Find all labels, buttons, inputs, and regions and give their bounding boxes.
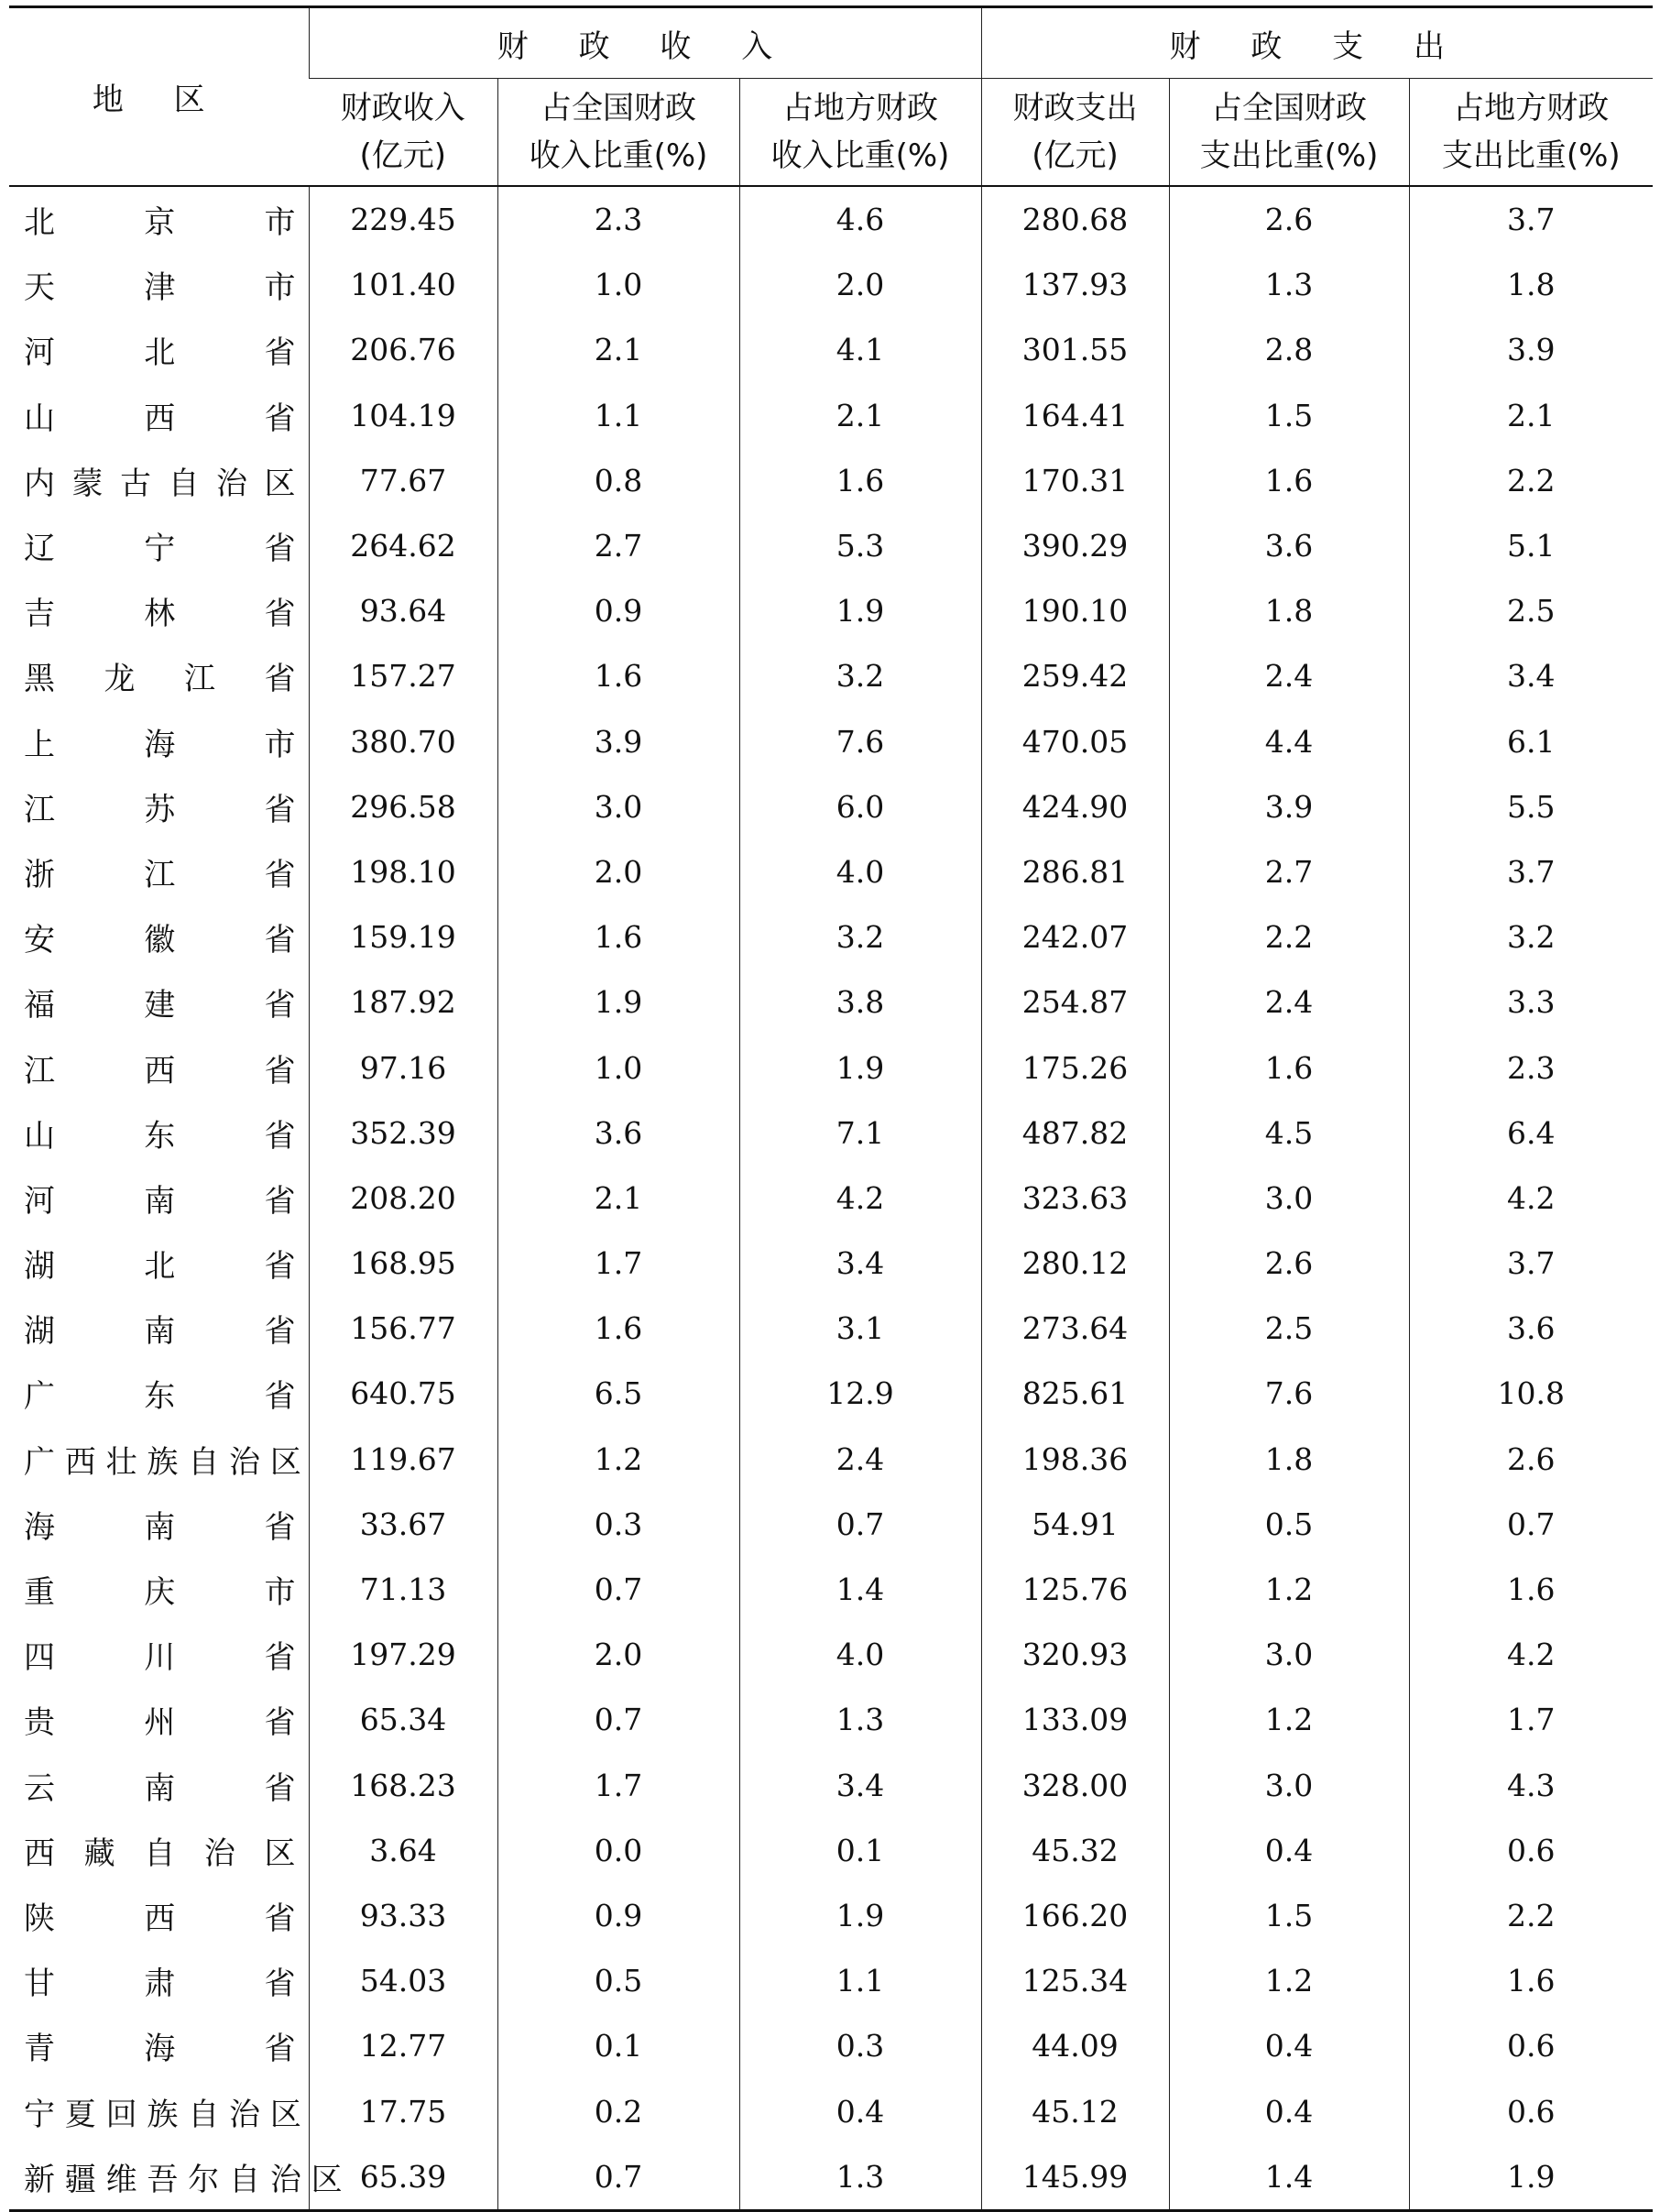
region-cell: 北 京 市 (24, 204, 296, 242)
value-cell: 0.0 (497, 1818, 739, 1883)
value-cell: 0.7 (497, 1687, 739, 1752)
region-cell: 黑 龙 江 省 (24, 661, 296, 698)
value-cell: 4.5 (1169, 1101, 1409, 1166)
value-cell: 0.9 (497, 578, 739, 643)
value-cell: 190.10 (981, 578, 1169, 643)
table-row (9, 969, 1653, 1035)
value-cell: 286.81 (981, 839, 1169, 904)
value-cell: 0.4 (1169, 1818, 1409, 1883)
region-cell: 河 北 省 (24, 334, 296, 372)
value-cell: 1.2 (497, 1427, 739, 1492)
table-row (9, 1753, 1653, 1818)
value-cell: 4.6 (739, 186, 981, 252)
column-header-line1: 占全国财政 (541, 90, 696, 126)
value-cell: 3.6 (1169, 513, 1409, 578)
value-cell: 97.16 (309, 1035, 497, 1100)
table-header (9, 7, 1653, 187)
value-cell: 4.1 (739, 317, 981, 382)
value-cell: 1.9 (739, 1883, 981, 1948)
table-row (9, 1101, 1653, 1166)
value-cell: 164.41 (981, 383, 1169, 448)
value-cell: 328.00 (981, 1753, 1169, 1818)
value-cell: 3.2 (1409, 904, 1653, 969)
table-row (9, 1557, 1653, 1622)
value-cell: 12.77 (309, 2013, 497, 2078)
column-header-line2: 收入比重(%) (529, 137, 708, 174)
table-row (9, 383, 1653, 448)
value-cell: 3.4 (1409, 643, 1653, 708)
value-cell: 0.6 (1409, 2078, 1653, 2143)
column-header-line2: (亿元) (1032, 137, 1119, 174)
value-cell: 3.0 (1169, 1622, 1409, 1687)
value-cell: 159.19 (309, 904, 497, 969)
value-cell: 2.1 (497, 1166, 739, 1231)
value-cell: 17.75 (309, 2078, 497, 2143)
value-cell: 273.64 (981, 1296, 1169, 1361)
table-row (9, 1361, 1653, 1426)
value-cell: 6.4 (1409, 1101, 1653, 1166)
table-row (9, 2013, 1653, 2078)
value-cell: 3.7 (1409, 839, 1653, 904)
value-cell: 0.8 (497, 448, 739, 513)
value-cell: 2.0 (497, 839, 739, 904)
value-cell: 2.7 (1169, 839, 1409, 904)
table-row (9, 1948, 1653, 2013)
value-cell: 6.1 (1409, 709, 1653, 774)
value-cell: 296.58 (309, 774, 497, 839)
column-header (309, 79, 497, 187)
finance-table (9, 5, 1653, 2212)
value-cell: 1.4 (1169, 2144, 1409, 2211)
region-cell: 广 东 省 (24, 1378, 296, 1416)
value-cell: 1.8 (1409, 252, 1653, 317)
value-cell: 12.9 (739, 1361, 981, 1426)
region-cell: 上 海 市 (24, 726, 296, 763)
value-cell: 0.1 (739, 1818, 981, 1883)
value-cell: 168.95 (309, 1231, 497, 1296)
table-row (9, 186, 1653, 252)
value-cell: 71.13 (309, 1557, 497, 1622)
value-cell: 254.87 (981, 969, 1169, 1035)
value-cell: 4.4 (1169, 709, 1409, 774)
value-cell: 3.6 (497, 1101, 739, 1166)
table-row (9, 1296, 1653, 1361)
value-cell: 470.05 (981, 709, 1169, 774)
value-cell: 4.2 (739, 1166, 981, 1231)
table-row (9, 1883, 1653, 1948)
value-cell: 0.7 (497, 1557, 739, 1622)
region-cell: 四 川 省 (24, 1639, 296, 1677)
column-header-line1: 财政收入 (340, 90, 465, 126)
value-cell: 2.2 (1409, 448, 1653, 513)
region-cell: 海 南 省 (24, 1508, 296, 1546)
region-header: 地 区 (9, 7, 309, 187)
table-row (9, 904, 1653, 969)
value-cell: 0.7 (739, 1492, 981, 1557)
value-cell: 2.2 (1169, 904, 1409, 969)
region-cell: 陕 西 省 (24, 1900, 296, 1937)
value-cell: 7.6 (739, 709, 981, 774)
value-cell: 187.92 (309, 969, 497, 1035)
table-row (9, 774, 1653, 839)
value-cell: 0.7 (1409, 1492, 1653, 1557)
value-cell: 5.5 (1409, 774, 1653, 839)
table-row (9, 448, 1653, 513)
value-cell: 3.9 (1169, 774, 1409, 839)
value-cell: 3.6 (1409, 1296, 1653, 1361)
value-cell: 3.64 (309, 1818, 497, 1883)
value-cell: 2.1 (739, 383, 981, 448)
value-cell: 5.3 (739, 513, 981, 578)
column-header-line1: 财政支出 (1012, 90, 1138, 126)
value-cell: 1.4 (739, 1557, 981, 1622)
value-cell: 1.5 (1169, 1883, 1409, 1948)
value-cell: 3.7 (1409, 186, 1653, 252)
value-cell: 280.68 (981, 186, 1169, 252)
value-cell: 3.9 (1409, 317, 1653, 382)
region-cell: 甘 肃 省 (24, 1966, 296, 2003)
value-cell: 259.42 (981, 643, 1169, 708)
value-cell: 45.12 (981, 2078, 1169, 2143)
value-cell: 3.9 (497, 709, 739, 774)
value-cell: 208.20 (309, 1166, 497, 1231)
column-header (739, 79, 981, 187)
value-cell: 1.6 (497, 643, 739, 708)
value-cell: 2.6 (1169, 1231, 1409, 1296)
value-cell: 1.0 (497, 1035, 739, 1100)
table-row (9, 317, 1653, 382)
table-row (9, 1035, 1653, 1100)
value-cell: 93.33 (309, 1883, 497, 1948)
table-row (9, 2078, 1653, 2143)
region-cell: 山 西 省 (24, 400, 296, 437)
column-header-line2: 支出比重(%) (1199, 137, 1379, 174)
value-cell: 242.07 (981, 904, 1169, 969)
value-cell: 1.5 (1169, 383, 1409, 448)
column-header-line1: 占地方财政 (1453, 90, 1610, 126)
value-cell: 168.23 (309, 1753, 497, 1818)
value-cell: 1.8 (1169, 1427, 1409, 1492)
column-header-line2: (亿元) (359, 137, 447, 174)
value-cell: 198.10 (309, 839, 497, 904)
value-cell: 1.0 (497, 252, 739, 317)
value-cell: 323.63 (981, 1166, 1169, 1231)
region-cell: 重 庆 市 (24, 1574, 296, 1612)
value-cell: 280.12 (981, 1231, 1169, 1296)
value-cell: 1.1 (497, 383, 739, 448)
table-row (9, 1492, 1653, 1557)
region-cell: 内 蒙 古 自 治 区 (24, 465, 296, 502)
value-cell: 3.1 (739, 1296, 981, 1361)
value-cell: 301.55 (981, 317, 1169, 382)
value-cell: 3.2 (739, 643, 981, 708)
value-cell: 2.1 (1409, 383, 1653, 448)
column-header-line2: 收入比重(%) (770, 137, 950, 174)
value-cell: 45.32 (981, 1818, 1169, 1883)
value-cell: 1.6 (1409, 1557, 1653, 1622)
table-row (9, 1427, 1653, 1492)
value-cell: 3.4 (739, 1753, 981, 1818)
value-cell: 3.2 (739, 904, 981, 969)
table-row (9, 709, 1653, 774)
region-cell: 青 海 省 (24, 2031, 296, 2068)
value-cell: 170.31 (981, 448, 1169, 513)
value-cell: 1.9 (739, 578, 981, 643)
value-cell: 0.9 (497, 1883, 739, 1948)
value-cell: 3.0 (1169, 1753, 1409, 1818)
value-cell: 3.8 (739, 969, 981, 1035)
revenue-group-header: 财 政 收 入 (309, 7, 981, 79)
value-cell: 229.45 (309, 186, 497, 252)
region-cell: 宁 夏 回 族 自 治 区 (24, 2096, 301, 2133)
table-row (9, 1231, 1653, 1296)
value-cell: 65.34 (309, 1687, 497, 1752)
value-cell: 6.5 (497, 1361, 739, 1426)
region-cell: 新 疆 维 吾 尔 自 治 区 (9, 2144, 309, 2211)
table-row (9, 1687, 1653, 1752)
value-cell: 0.5 (1169, 1492, 1409, 1557)
value-cell: 1.2 (1169, 1687, 1409, 1752)
value-cell: 137.93 (981, 252, 1169, 317)
value-cell: 0.1 (497, 2013, 739, 2078)
value-cell: 2.2 (1409, 1883, 1653, 1948)
value-cell: 44.09 (981, 2013, 1169, 2078)
table-row (9, 1166, 1653, 1231)
value-cell: 2.3 (1409, 1035, 1653, 1100)
column-header-line1: 占地方财政 (782, 90, 938, 126)
value-cell: 156.77 (309, 1296, 497, 1361)
value-cell: 3.0 (497, 774, 739, 839)
value-cell: 3.7 (1409, 1231, 1653, 1296)
column-header-line1: 占全国财政 (1211, 90, 1367, 126)
value-cell: 1.6 (739, 448, 981, 513)
value-cell: 2.7 (497, 513, 739, 578)
value-cell: 2.0 (497, 1622, 739, 1687)
value-cell: 2.6 (1409, 1427, 1653, 1492)
region-cell: 湖 北 省 (24, 1248, 296, 1286)
value-cell: 0.3 (739, 2013, 981, 2078)
value-cell: 166.20 (981, 1883, 1169, 1948)
value-cell: 1.3 (739, 2144, 981, 2211)
value-cell: 1.6 (497, 1296, 739, 1361)
table-row (9, 1818, 1653, 1883)
value-cell: 125.76 (981, 1557, 1169, 1622)
value-cell: 206.76 (309, 317, 497, 382)
region-cell: 河 南 省 (24, 1182, 296, 1220)
value-cell: 145.99 (981, 2144, 1169, 2211)
value-cell: 0.4 (739, 2078, 981, 2143)
value-cell: 4.0 (739, 1622, 981, 1687)
region-cell: 贵 州 省 (24, 1704, 296, 1742)
value-cell: 65.39 (309, 2144, 497, 2211)
value-cell: 0.7 (497, 2144, 739, 2211)
table-row (9, 578, 1653, 643)
column-header-line2: 支出比重(%) (1441, 137, 1621, 174)
value-cell: 0.2 (497, 2078, 739, 2143)
value-cell: 1.9 (497, 969, 739, 1035)
value-cell: 101.40 (309, 252, 497, 317)
value-cell: 487.82 (981, 1101, 1169, 1166)
value-cell: 6.0 (739, 774, 981, 839)
value-cell: 2.5 (1409, 578, 1653, 643)
value-cell: 33.67 (309, 1492, 497, 1557)
table-row (9, 839, 1653, 904)
region-cell: 天 津 市 (24, 269, 296, 307)
value-cell: 54.91 (981, 1492, 1169, 1557)
value-cell: 77.67 (309, 448, 497, 513)
value-cell: 1.6 (1409, 1948, 1653, 2013)
column-header (1409, 79, 1653, 187)
value-cell: 2.4 (1169, 969, 1409, 1035)
table-row (9, 513, 1653, 578)
value-cell: 0.6 (1409, 2013, 1653, 2078)
value-cell: 157.27 (309, 643, 497, 708)
value-cell: 2.3 (497, 186, 739, 252)
value-cell: 4.2 (1409, 1622, 1653, 1687)
table-row (9, 1622, 1653, 1687)
value-cell: 390.29 (981, 513, 1169, 578)
value-cell: 1.2 (1169, 1948, 1409, 2013)
region-cell: 江 苏 省 (24, 791, 296, 828)
value-cell: 320.93 (981, 1622, 1169, 1687)
value-cell: 7.6 (1169, 1361, 1409, 1426)
value-cell: 119.67 (309, 1427, 497, 1492)
column-header (497, 79, 739, 187)
value-cell: 264.62 (309, 513, 497, 578)
table-body (9, 186, 1653, 2210)
region-cell: 广 西 壮 族 自 治 区 (24, 1443, 301, 1481)
value-cell: 1.3 (1169, 252, 1409, 317)
table-row (9, 2144, 1653, 2211)
region-cell: 西 藏 自 治 区 (24, 1834, 296, 1872)
value-cell: 1.3 (739, 1687, 981, 1752)
value-cell: 3.3 (1409, 969, 1653, 1035)
value-cell: 1.6 (1169, 1035, 1409, 1100)
value-cell: 1.1 (739, 1948, 981, 2013)
table-row (9, 252, 1653, 317)
value-cell: 4.2 (1409, 1166, 1653, 1231)
region-cell: 江 西 省 (24, 1052, 296, 1090)
region-cell: 安 徽 省 (24, 922, 296, 959)
value-cell: 0.4 (1169, 2013, 1409, 2078)
value-cell: 0.3 (497, 1492, 739, 1557)
region-cell: 湖 南 省 (24, 1313, 296, 1351)
value-cell: 1.9 (1409, 2144, 1653, 2211)
value-cell: 1.6 (1169, 448, 1409, 513)
value-cell: 104.19 (309, 383, 497, 448)
value-cell: 2.6 (1169, 186, 1409, 252)
region-cell: 山 东 省 (24, 1117, 296, 1155)
value-cell: 125.34 (981, 1948, 1169, 2013)
value-cell: 197.29 (309, 1622, 497, 1687)
value-cell: 7.1 (739, 1101, 981, 1166)
value-cell: 2.1 (497, 317, 739, 382)
table-row (9, 643, 1653, 708)
value-cell: 2.0 (739, 252, 981, 317)
value-cell: 2.4 (739, 1427, 981, 1492)
value-cell: 380.70 (309, 709, 497, 774)
value-cell: 1.6 (497, 904, 739, 969)
region-cell: 吉 林 省 (24, 596, 296, 633)
value-cell: 1.7 (1409, 1687, 1653, 1752)
value-cell: 93.64 (309, 578, 497, 643)
value-cell: 1.7 (497, 1753, 739, 1818)
region-cell: 浙 江 省 (24, 856, 296, 893)
value-cell: 1.8 (1169, 578, 1409, 643)
value-cell: 0.4 (1169, 2078, 1409, 2143)
region-cell: 福 建 省 (24, 987, 296, 1024)
value-cell: 2.8 (1169, 317, 1409, 382)
value-cell: 424.90 (981, 774, 1169, 839)
expenditure-group-header: 财 政 支 出 (981, 7, 1653, 79)
value-cell: 3.0 (1169, 1166, 1409, 1231)
value-cell: 175.26 (981, 1035, 1169, 1100)
region-cell: 云 南 省 (24, 1769, 296, 1807)
region-cell: 辽 宁 省 (24, 531, 296, 568)
value-cell: 352.39 (309, 1101, 497, 1166)
value-cell: 1.7 (497, 1231, 739, 1296)
value-cell: 198.36 (981, 1427, 1169, 1492)
value-cell: 3.4 (739, 1231, 981, 1296)
value-cell: 1.2 (1169, 1557, 1409, 1622)
value-cell: 825.61 (981, 1361, 1169, 1426)
value-cell: 0.5 (497, 1948, 739, 2013)
value-cell: 10.8 (1409, 1361, 1653, 1426)
value-cell: 2.4 (1169, 643, 1409, 708)
column-header (1169, 79, 1409, 187)
value-cell: 0.6 (1409, 1818, 1653, 1883)
value-cell: 2.5 (1169, 1296, 1409, 1361)
value-cell: 5.1 (1409, 513, 1653, 578)
value-cell: 133.09 (981, 1687, 1169, 1752)
value-cell: 640.75 (309, 1361, 497, 1426)
value-cell: 4.0 (739, 839, 981, 904)
value-cell: 54.03 (309, 1948, 497, 2013)
column-header (981, 79, 1169, 187)
value-cell: 1.9 (739, 1035, 981, 1100)
value-cell: 4.3 (1409, 1753, 1653, 1818)
